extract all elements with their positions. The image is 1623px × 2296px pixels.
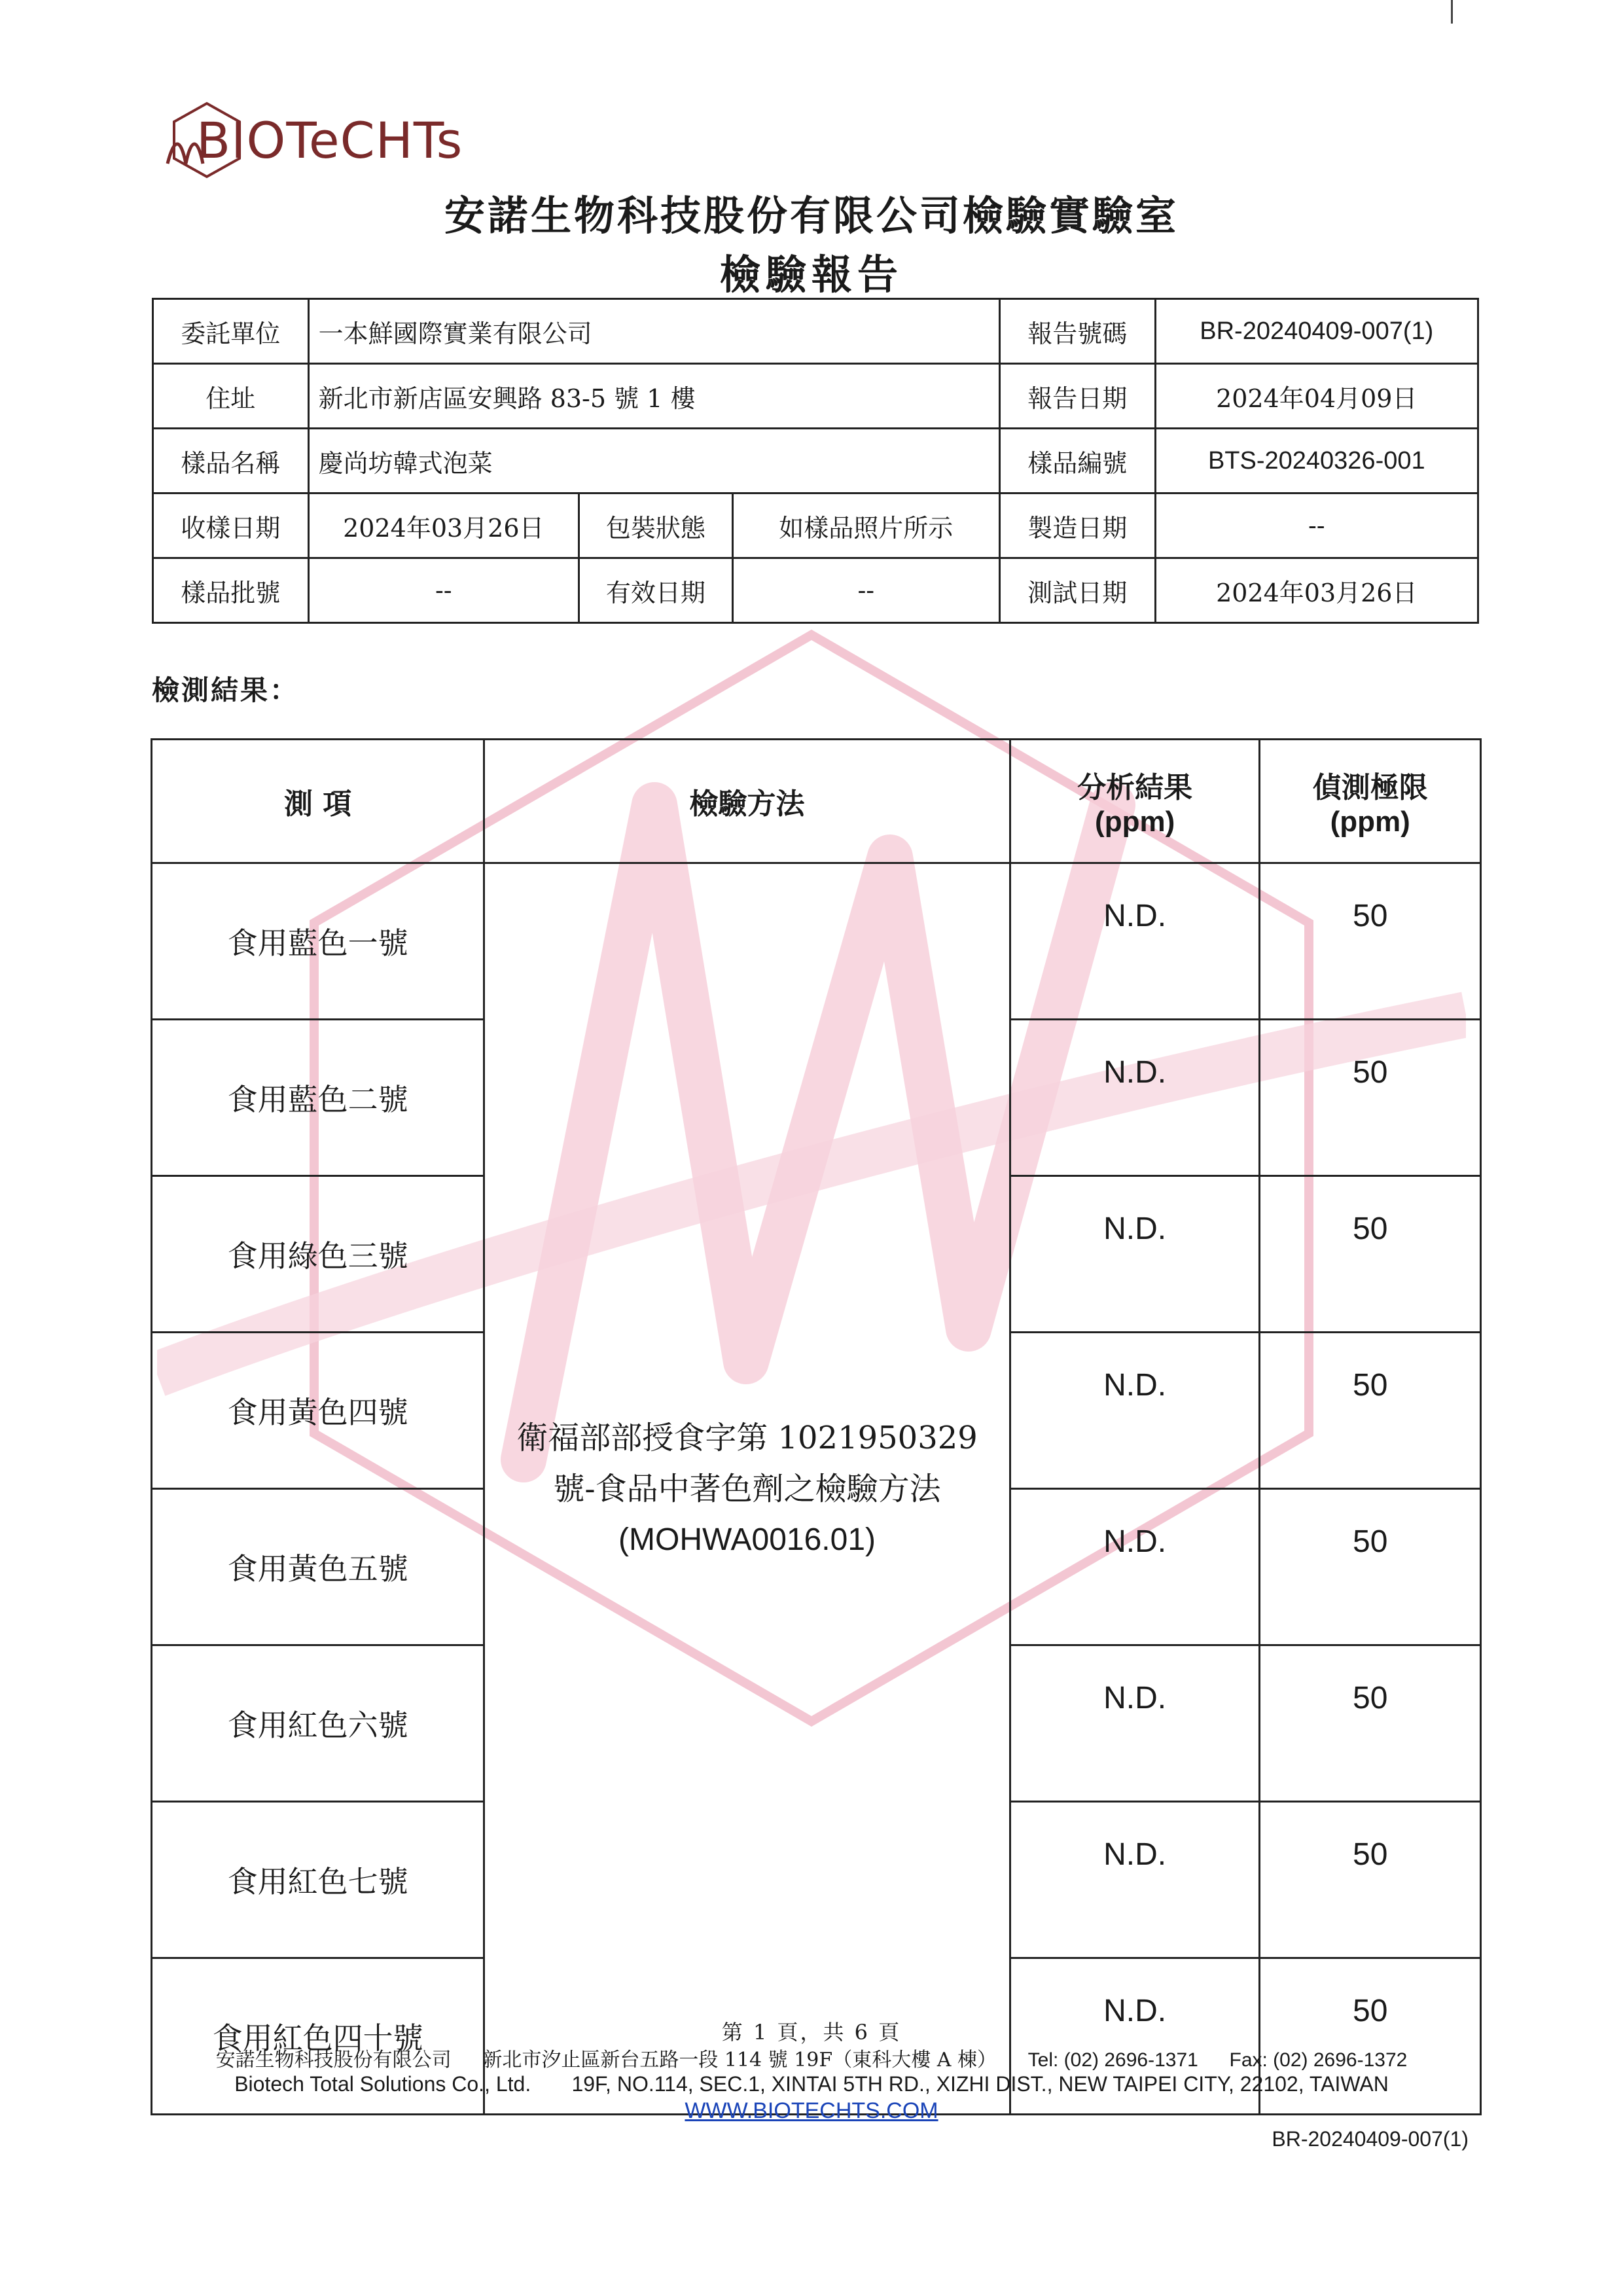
sample-no-label: 樣品編號: [999, 429, 1155, 493]
test-item: 食用黃色五號: [152, 1489, 484, 1645]
test-method: [484, 863, 1010, 2115]
expiry-label: 有效日期: [579, 558, 733, 623]
report-title: 檢驗報告: [719, 251, 903, 298]
package-label: 包裝狀態: [579, 493, 733, 558]
analysis-result: N.D.: [1010, 1489, 1260, 1645]
detection-limit: 50: [1260, 1802, 1481, 1958]
header-limit-label: 偵測極限: [1312, 771, 1428, 804]
detection-limit: 50: [1260, 1333, 1481, 1489]
detection-limit: 50: [1260, 1020, 1481, 1176]
mfg-date-label: 製造日期: [999, 493, 1155, 558]
batch-label: 樣品批號: [153, 558, 309, 623]
method-line-3: (MOHWA0016.01): [618, 1522, 876, 1557]
package-value: 如樣品照片所示: [732, 493, 999, 558]
header-limit-unit: (ppm): [1330, 806, 1410, 838]
analysis-result: N.D.: [1010, 1020, 1260, 1176]
sample-no-value: BTS-20240326-001: [1155, 429, 1478, 493]
company-logo-text: BIOTeCHTs: [196, 111, 463, 170]
footer-address-en: 19F, NO.114, SEC.1, XINTAI 5TH RD., XIZHI DIST., NEW TAIPEI CITY, 22102, TAIWAN: [571, 2072, 1389, 2096]
detection-limit: 50: [1260, 1958, 1481, 2115]
scan-mark: [1451, 0, 1453, 24]
lab-title: 安諾生物科技股份有限公司檢驗實驗室: [444, 192, 1179, 240]
footer-company-en: Biotech Total Solutions Co., Ltd.: [234, 2072, 531, 2096]
report-info-table: [152, 298, 1479, 624]
footer-tel: Tel: (02) 2696-1371: [1027, 2049, 1198, 2071]
test-item: 食用藍色一號: [152, 863, 484, 1020]
test-item: 食用黃色四號: [152, 1333, 484, 1489]
footer-line-1: [0, 2043, 1623, 2072]
header-result: [1010, 740, 1260, 863]
expiry-value: --: [732, 558, 999, 623]
sample-name-value: 慶尚坊韓式泡菜: [308, 429, 999, 493]
detection-limit: 50: [1260, 1645, 1481, 1802]
detection-limit: 50: [1260, 1176, 1481, 1333]
address-value: 新北市新店區安興路 83-5 號 1 樓: [308, 364, 999, 429]
footer-address-zh: 新北市汐止區新台五路一段 114 號 19F（東科大樓 A 棟）: [482, 2049, 997, 2072]
header-limit: [1260, 740, 1481, 863]
received-date-label: 收樣日期: [153, 493, 309, 558]
footer-company-zh: 安諾生物科技股份有限公司: [215, 2049, 452, 2072]
analysis-result: N.D.: [1010, 1333, 1260, 1489]
sample-name-label: 樣品名稱: [153, 429, 309, 493]
test-item: 食用紅色四十號: [152, 1958, 484, 2115]
page-number: 第 1 頁，共 6 頁: [721, 2020, 902, 2045]
analysis-result: N.D.: [1010, 1802, 1260, 1958]
detection-limit: 50: [1260, 1489, 1481, 1645]
results-header-row: [152, 740, 1481, 863]
report-no-label: 報告號碼: [999, 299, 1155, 364]
header-method: 檢驗方法: [484, 740, 1010, 863]
header-result-unit: (ppm): [1095, 806, 1175, 838]
mfg-date-value: --: [1155, 493, 1478, 558]
test-date-label: 測試日期: [999, 558, 1155, 623]
header-result-label: 分析結果: [1077, 771, 1193, 804]
batch-value: --: [308, 558, 579, 623]
detection-limit: 50: [1260, 863, 1481, 1020]
test-item: 食用紅色七號: [152, 1802, 484, 1958]
test-item: 食用綠色三號: [152, 1176, 484, 1333]
analysis-result: N.D.: [1010, 863, 1260, 1020]
analysis-result: N.D.: [1010, 1176, 1260, 1333]
test-date-value: 2024年03月26日: [1155, 558, 1478, 623]
website-link[interactable]: WWW.BIOTECHTS.COM: [685, 2098, 938, 2123]
footer-line-2: [0, 2072, 1623, 2096]
method-line-2: 號-食品中著色劑之檢驗方法: [553, 1470, 941, 1507]
footer-doc-number: BR-20240409-007(1): [1272, 2127, 1469, 2151]
client-label: 委託單位: [153, 299, 309, 364]
method-line-1: 衛福部部授食字第 1021950329: [516, 1419, 978, 1456]
test-item: 食用藍色二號: [152, 1020, 484, 1176]
header-item: 測 項: [152, 740, 484, 863]
table-row: [152, 863, 1481, 1020]
address-label: 住址: [153, 364, 309, 429]
analysis-result: N.D.: [1010, 1958, 1260, 2115]
test-item: 食用紅色六號: [152, 1645, 484, 1802]
results-table: [151, 738, 1482, 2115]
received-date-value: 2024年03月26日: [308, 493, 579, 558]
results-section-title: 檢測結果：: [152, 674, 300, 706]
report-date-label: 報告日期: [999, 364, 1155, 429]
client-value: 一本鮮國際實業有限公司: [308, 299, 999, 364]
footer-fax: Fax: (02) 2696-1372: [1229, 2049, 1408, 2071]
analysis-result: N.D.: [1010, 1645, 1260, 1802]
report-date-value: 2024年04月09日: [1155, 364, 1478, 429]
report-no-value: BR-20240409-007(1): [1155, 299, 1478, 364]
